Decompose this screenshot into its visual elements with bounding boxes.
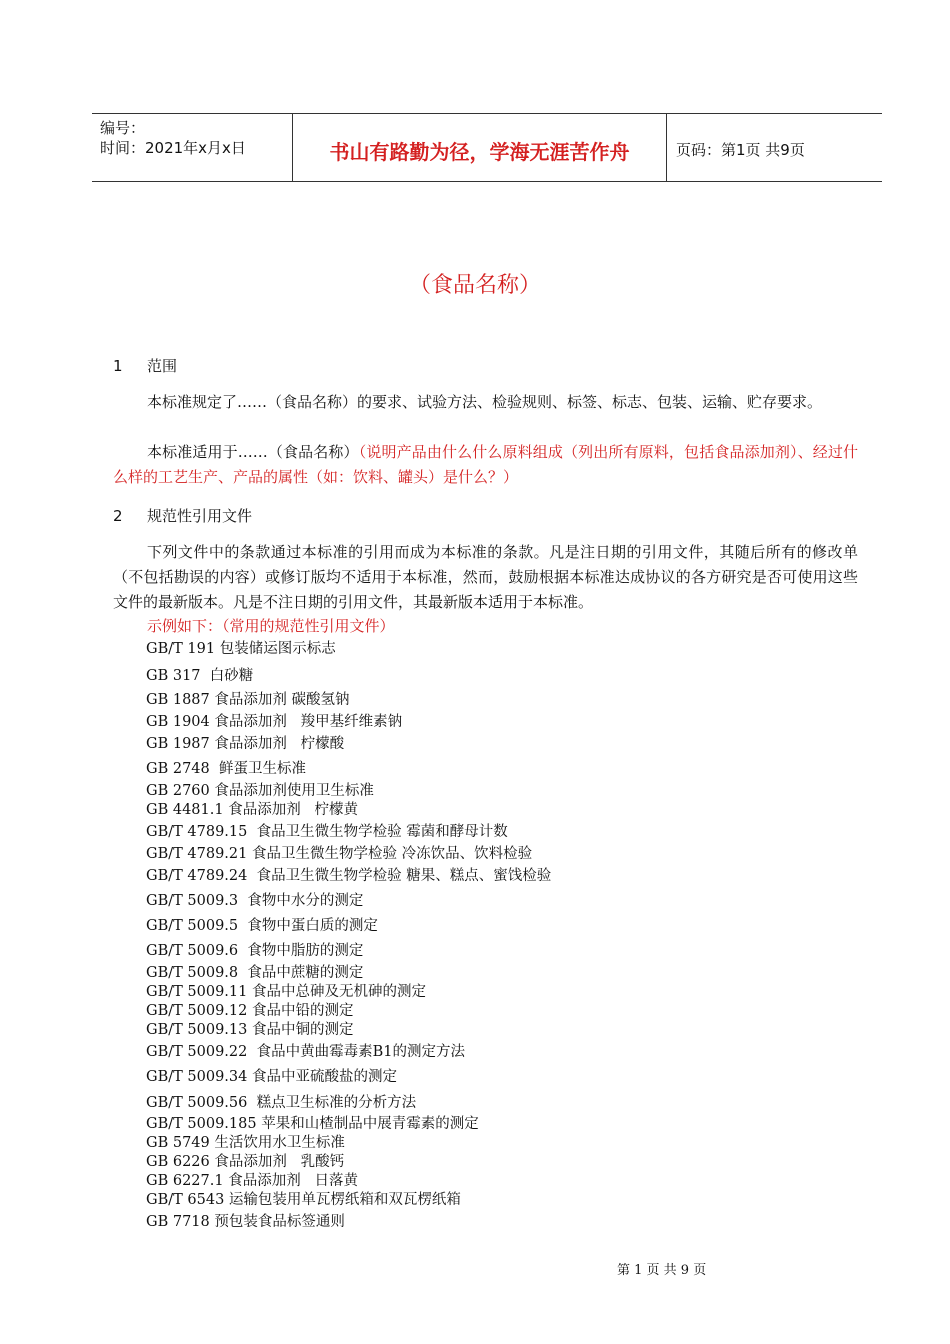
section-number: 1 (113, 357, 123, 375)
reference-item: GB 317 白砂糖 (146, 668, 254, 684)
reference-item: GB/T 4789.15 食品卫生微生物学检验 霉菌和酵母计数 (146, 824, 508, 840)
scope-instruction-note: （说明产品由什么什么原料组成（列出所有原料，包括食品添加剂）、经过什么样的工艺生产、产品的属性（如：饮料、罐头）是什么？） (113, 443, 858, 486)
reference-item: GB 2760 食品添加剂使用卫生标准 (146, 783, 374, 799)
section-title: 范围 (147, 357, 178, 375)
reference-item: GB/T 5009.3 食物中水分的测定 (146, 893, 364, 909)
reference-item: GB/T 5009.22 食品中黄曲霉毒素B1的测定方法 (146, 1044, 465, 1060)
refs-paragraph-1: 下列文件中的条款通过本标准的引用而成为本标准的条款。凡是注日期的引用文件，其随后所有的修改单（不包括勘误的内容）或修订版均不适用于本标准，然而，鼓励根据本标准达成协议的各方研究是否可使用这些文件的最新版本。凡是不注日期的引用文件，其最新版本适用于本标准。 (113, 543, 858, 611)
reference-item: GB 1904 食品添加剂 羧甲基纤维素钠 (146, 714, 403, 730)
reference-item: GB/T 5009.13 食品中铜的测定 (146, 1022, 354, 1038)
document-number-label: 编号： (100, 119, 146, 137)
reference-item: GB/T 191 包装储运图示标志 (146, 641, 336, 657)
scope-paragraph-2 (113, 440, 858, 490)
header-page-label: 页码：第1页 共9页 (676, 141, 805, 159)
header-meta (100, 118, 246, 158)
document-title: （食品名称） (408, 273, 541, 298)
reference-item: GB/T 5009.56 糕点卫生标准的分析方法 (146, 1095, 417, 1111)
reference-item: GB 6227.1 食品添加剂 日落黄 (146, 1173, 359, 1189)
reference-item: GB 1887 食品添加剂 碳酸氢钠 (146, 692, 350, 708)
reference-item: GB/T 4789.21 食品卫生微生物学检验 冷冻饮品、饮料检验 (146, 846, 533, 862)
section-number: 2 (113, 507, 123, 525)
reference-item: GB 1987 食品添加剂 柠檬酸 (146, 736, 345, 752)
document-time-label: 时间：2021年x月x日 (100, 139, 246, 157)
header-motto: 书山有路勤为径，学海无涯苦作舟 (329, 140, 630, 164)
reference-item: GB/T 5009.34 食品中亚硫酸盐的测定 (146, 1069, 397, 1085)
reference-item: GB 6226 食品添加剂 乳酸钙 (146, 1154, 345, 1170)
scope-paragraph-1: 本标准规定了……（食品名称）的要求、试验方法、检验规则、标签、标志、包装、运输、贮存要求。 (147, 393, 823, 411)
reference-item: GB/T 5009.11 食品中总砷及无机砷的测定 (146, 984, 426, 1000)
refs-example-note: 示例如下：（常用的规范性引用文件） (147, 617, 395, 635)
reference-item: GB 5749 生活饮用水卫生标准 (146, 1135, 345, 1151)
reference-item: GB/T 4789.24 食品卫生微生物学检验 糖果、糕点、蜜饯检验 (146, 868, 552, 884)
reference-item: GB/T 5009.12 食品中铅的测定 (146, 1003, 354, 1019)
reference-item: GB/T 5009.6 食物中脂肪的测定 (146, 943, 364, 959)
section-refs-heading (113, 505, 252, 526)
header-top-rule (92, 113, 882, 114)
reference-item: GB 2748 鲜蛋卫生标准 (146, 761, 306, 777)
reference-item: GB/T 6543 运输包装用单瓦楞纸箱和双瓦楞纸箱 (146, 1192, 461, 1208)
reference-item: GB 7718 预包装食品标签通则 (146, 1214, 345, 1230)
scope-applicability-text: 本标准适用于……（食品名称） (147, 443, 359, 461)
header-divider-right (666, 113, 667, 181)
reference-item: GB 4481.1 食品添加剂 柠檬黄 (146, 802, 359, 818)
reference-item: GB/T 5009.8 食品中蔗糖的测定 (146, 965, 364, 981)
reference-item: GB/T 5009.5 食物中蛋白质的测定 (146, 918, 378, 934)
section-title: 规范性引用文件 (147, 507, 253, 525)
reference-item: GB/T 5009.185 苹果和山楂制品中展青霉素的测定 (146, 1116, 479, 1132)
section-scope-heading (113, 355, 177, 376)
header-bottom-rule (92, 181, 882, 182)
page-footer: 第 1 页 共 9 页 (617, 1263, 707, 1278)
